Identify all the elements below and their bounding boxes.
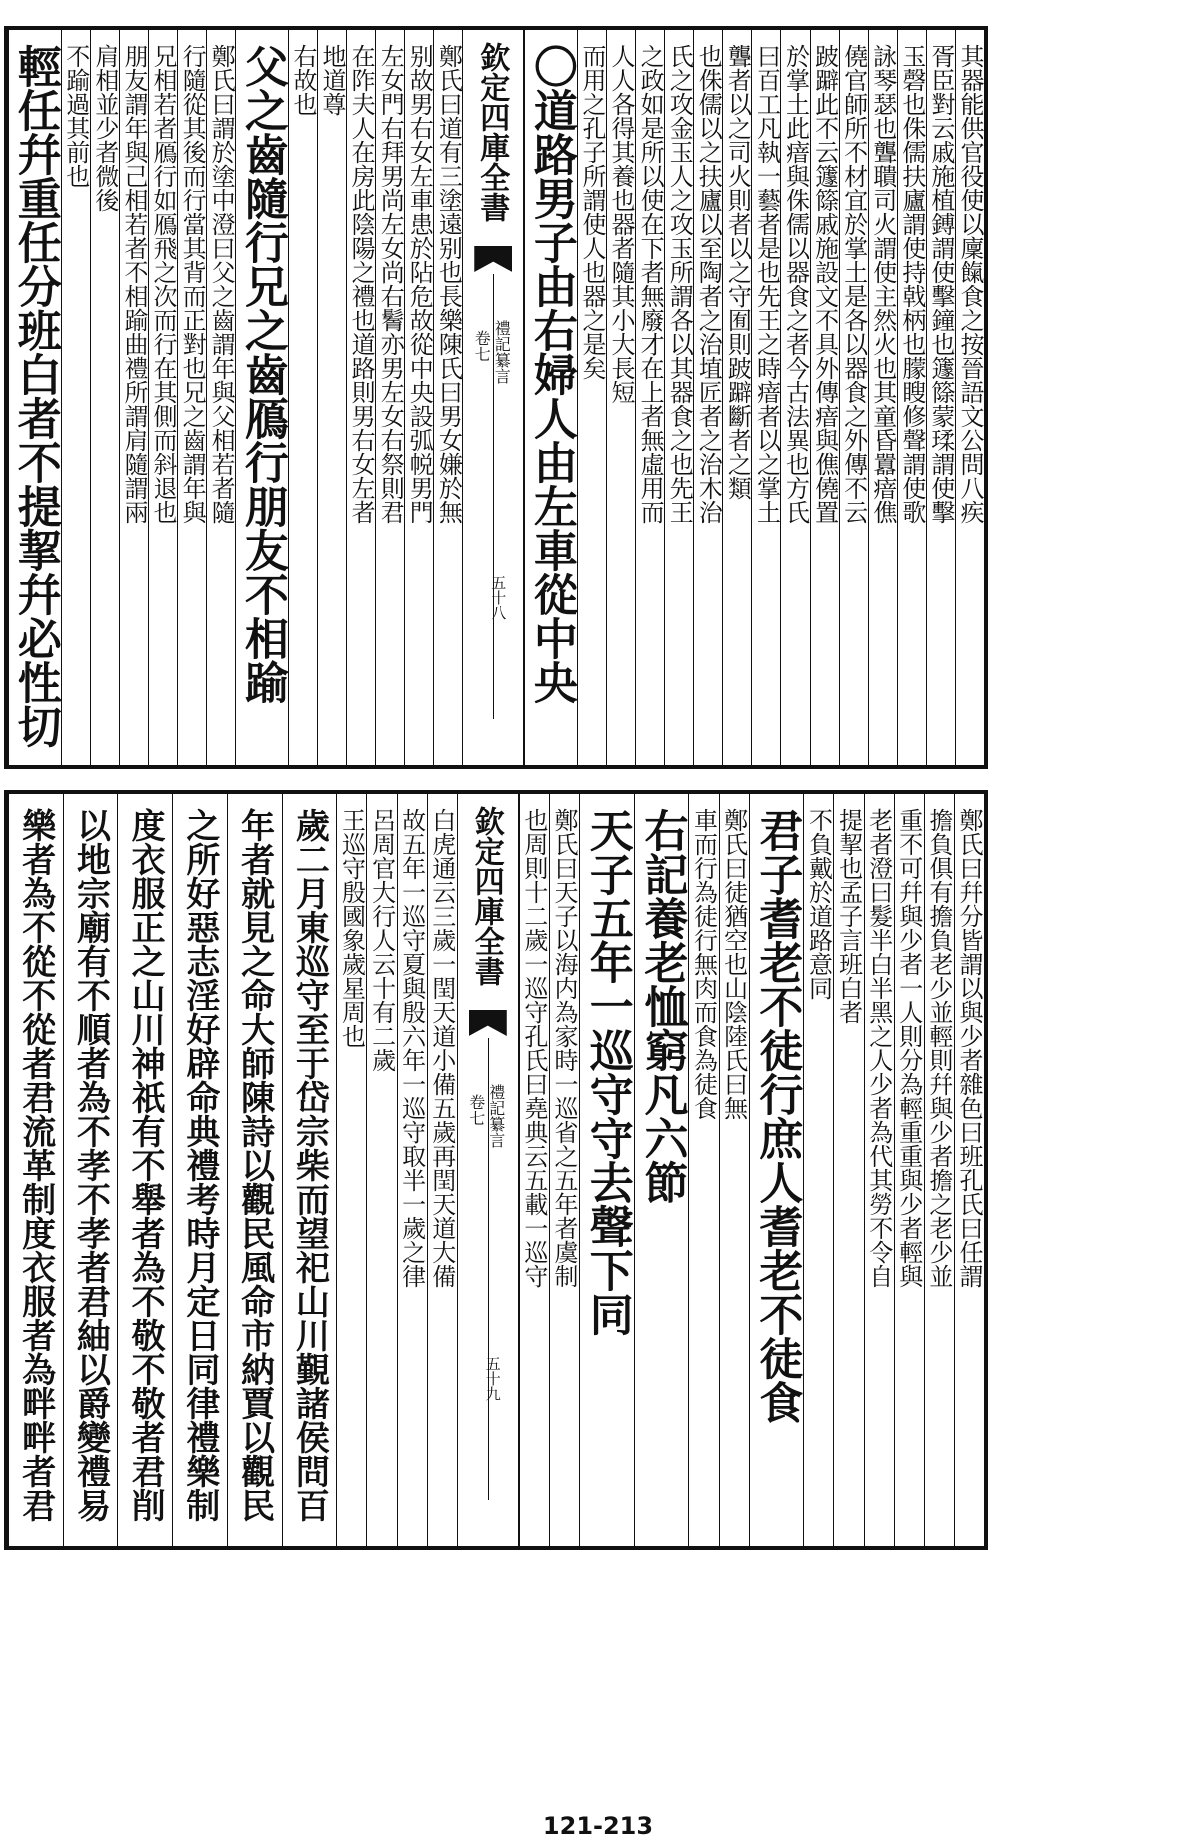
column-rule <box>722 30 723 765</box>
collection-title: 欽定四庫全書 <box>474 42 510 222</box>
column-rule <box>427 794 428 1546</box>
center-fold-column <box>457 794 519 1546</box>
main-text-column: 樂者為不從不從者君流革制度衣服者為畔畔者君 <box>15 808 56 1522</box>
commentary-column: 也侏儒以之扶廬以至陶者之治埴匠者之治木治 <box>694 44 723 524</box>
column-rule <box>577 30 578 765</box>
leaf-number: 五十九 <box>483 1356 502 1401</box>
column-rule <box>955 30 956 765</box>
main-text-column: 〇道路男子由右婦人由左車從中央 <box>525 44 577 704</box>
volume-number: 卷七 <box>472 330 492 362</box>
commentary-column: 地道尊 <box>318 44 347 116</box>
column-rule <box>751 30 752 765</box>
main-text-column: 歲二月東巡守至于岱宗柴而望祀山川覲諸侯問百 <box>289 808 330 1522</box>
main-text-column: 右記養老恤窮凡六節 <box>636 808 688 1204</box>
commentary-column: 胥臣對云戚施植鎛謂使擊鐘也籧篨蒙瑈謂使擊 <box>926 44 955 524</box>
column-rule <box>172 794 173 1546</box>
commentary-column: 鄭氏曰謂於塗中澄曰父之齒謂年與父相若者隨 <box>207 44 236 524</box>
column-rule <box>235 30 236 765</box>
column-rule <box>664 30 665 765</box>
volume-number: 卷七 <box>466 1094 486 1126</box>
column-rule <box>954 794 955 1546</box>
column-rule <box>336 794 337 1546</box>
commentary-column: 跛躃此不云籧篨戚施設文不具外傳瘖與僬僥置 <box>810 44 839 524</box>
column-rule <box>749 794 750 1546</box>
commentary-column: 左女門右拜男尚左女尚右鬌亦男左女右祭則君 <box>376 44 405 524</box>
column-rule <box>634 794 635 1546</box>
main-text-column: 父之齒隨行兄之齒鴈行朋友不相踰 <box>236 44 288 704</box>
column-rule <box>346 30 347 765</box>
column-rule <box>839 30 840 765</box>
main-text-column: 君子耆老不徒行庶人耆老不徒食 <box>751 808 803 1424</box>
column-rule <box>177 30 178 765</box>
commentary-column: 兄相若者鴈行如鴈飛之次而行在其側而斜退也 <box>149 44 178 524</box>
commentary-column: 也周則十二歲一巡守孔氏曰堯典云五載一巡守 <box>519 808 548 1288</box>
commentary-column: 氏之攻金玉人之攻玉所謂各以其器食之也先王 <box>665 44 694 524</box>
column-rule <box>8 794 9 1546</box>
commentary-column: 僥官師所不材宜於掌土是各以器食之外傳不云 <box>839 44 868 524</box>
commentary-column: 之政如是所以使在下者無廢才在上者無虛用而 <box>636 44 665 524</box>
commentary-column: 行隨從其後而行當其背而正對也兄之齒謂年與 <box>178 44 207 524</box>
column-rule <box>404 30 405 765</box>
column-rule <box>148 30 149 765</box>
column-rule <box>63 794 64 1546</box>
commentary-column: 呂周官大行人云十有二歲 <box>367 808 396 1072</box>
book-title: 禮記纂言 <box>486 1084 506 1148</box>
commentary-column: 不踰過其前也 <box>61 44 90 188</box>
commentary-column: 朋友謂年與己相若者不相踰曲禮所謂肩隨謂兩 <box>119 44 148 524</box>
book-title: 禮記纂言 <box>492 320 512 384</box>
main-text-column: 以地宗廟有不順者為不孝不孝者君紬以爵變禮易 <box>70 808 111 1522</box>
collection-title: 欽定四庫全書 <box>468 806 504 986</box>
column-rule <box>579 794 580 1546</box>
commentary-column: 其器能供官役使以廩餼食之按晉語文公問八疾 <box>955 44 984 524</box>
main-text-column: 之所好惡志淫好辟命典禮考時月定日同律禮樂制 <box>179 808 220 1522</box>
column-rule <box>206 30 207 765</box>
commentary-column: 於掌土此瘖與侏儒以器食之者今古法異也方氏 <box>781 44 810 524</box>
column-rule <box>117 794 118 1546</box>
commentary-column: 在阼夫人在房此陰陽之禮也道路則男右女左者 <box>347 44 376 524</box>
column-rule <box>519 794 520 1546</box>
commentary-column: 鄭氏曰天子以海内為家時一巡省之五年者虞制 <box>549 808 578 1288</box>
center-fold-column <box>462 30 524 765</box>
page-footer-number: 121-213 <box>542 1812 654 1840</box>
column-rule <box>693 30 694 765</box>
commentary-column: 别故男右女左車患於阽危故從中央設弧帨男門 <box>405 44 434 524</box>
main-text-column: 輕任幷重任分班白者不提挈幷必性切 <box>9 44 61 748</box>
column-rule <box>549 794 550 1546</box>
column-rule <box>317 30 318 765</box>
column-rule <box>864 794 865 1546</box>
commentary-column: 詠琴瑟也聾聵司火謂使主然火也其童昏囂瘖僬 <box>868 44 897 524</box>
column-rule <box>366 794 367 1546</box>
column-rule <box>894 794 895 1546</box>
column-rule <box>433 30 434 765</box>
column-rule <box>924 794 925 1546</box>
commentary-column: 右故也 <box>288 44 317 116</box>
column-rule <box>868 30 869 765</box>
column-rule <box>282 794 283 1546</box>
commentary-column: 而用之孔子所謂使人也器之是矣 <box>577 44 606 380</box>
upper-page-frame <box>4 26 988 769</box>
commentary-column: 曰百工凡執一藝者是也先王之時瘖者以之掌土 <box>752 44 781 524</box>
column-rule <box>926 30 927 765</box>
column-rule <box>524 30 525 765</box>
commentary-column: 重不可幷與少者一人則分為輕重重與少者輕與 <box>894 808 923 1288</box>
column-rule <box>606 30 607 765</box>
column-rule <box>719 794 720 1546</box>
commentary-column: 肩相並少者微後 <box>90 44 119 212</box>
column-rule <box>803 794 804 1546</box>
main-text-column: 度衣服正之山川神祇有不舉者為不敬不敬者君削 <box>125 808 166 1522</box>
commentary-column: 白虎通云三歲一閏天道小備五歲再閏天道大備 <box>427 808 456 1288</box>
commentary-column: 車而行為徒行無肉而食為徒食 <box>689 808 718 1120</box>
column-rule <box>897 30 898 765</box>
column-rule <box>688 794 689 1546</box>
column-rule <box>397 794 398 1546</box>
column-rule <box>90 30 91 765</box>
column-rule <box>227 794 228 1546</box>
commentary-column: 擔負俱有擔負老少並輕則幷與少者擔之老少並 <box>924 808 953 1288</box>
commentary-column: 老者澄曰髮半白半黑之人少者為代其勞不令自 <box>864 808 893 1288</box>
commentary-column: 人人各得其養也器者隨其小大長短 <box>607 44 636 404</box>
column-rule <box>635 30 636 765</box>
column-rule <box>810 30 811 765</box>
fishtail-mark-upper <box>469 1010 507 1036</box>
commentary-column: 玉磬也侏儒扶廬謂使持戟柄也朦瞍修聲謂使歌 <box>897 44 926 524</box>
column-rule <box>780 30 781 765</box>
commentary-column: 王巡守殷國象歲星周也 <box>337 808 366 1048</box>
leaf-number: 五十八 <box>489 575 508 620</box>
commentary-column: 鄭氏曰幷分皆謂以與少者雜色曰班孔氏曰任謂 <box>954 808 983 1288</box>
lower-page-frame <box>4 790 988 1550</box>
commentary-column: 鄭氏曰道有三塗遠别也長樂陳氏曰男女嫌於無 <box>434 44 463 524</box>
commentary-column: 故五年一巡守夏與殷六年一巡守取半一歲之律 <box>397 808 426 1288</box>
column-rule <box>61 30 62 765</box>
column-rule <box>8 30 9 765</box>
column-rule <box>288 30 289 765</box>
commentary-column: 鄭氏曰徒猶空也山陰陸氏曰無 <box>719 808 748 1120</box>
commentary-column: 提挈也孟子言班白者 <box>834 808 863 1024</box>
commentary-column: 不負戴於道路意同 <box>804 808 833 1000</box>
commentary-column: 聾者以之司火則者以之守囿則跛躃斷者之類 <box>723 44 752 500</box>
column-rule <box>119 30 120 765</box>
column-rule <box>833 794 834 1546</box>
main-text-column: 天子五年一巡守守去聲下同 <box>581 808 633 1336</box>
fishtail-mark-upper <box>474 246 512 272</box>
column-rule <box>375 30 376 765</box>
main-text-column: 年者就見之命大師陳詩以觀民風命市納賈以觀民 <box>234 808 275 1522</box>
